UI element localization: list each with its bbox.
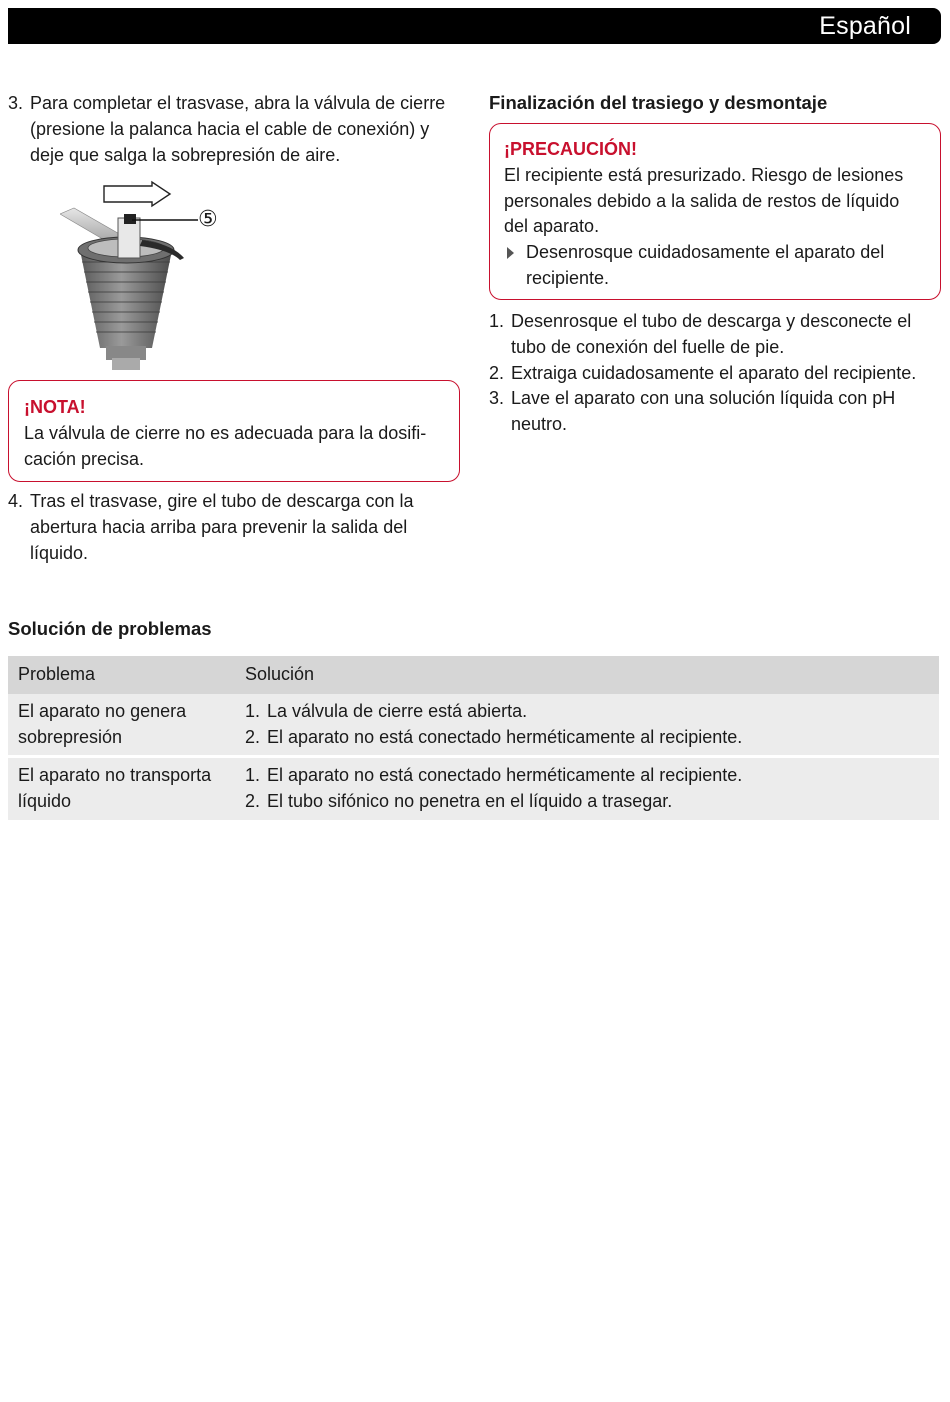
table-header-row — [8, 656, 939, 694]
precaucion-box — [489, 123, 941, 300]
problem-cell: El aparato no genera sobrepresión — [8, 694, 235, 757]
step-3: 3. Para completar el trasvase, abra la válvula de cierre (presione la palanca hacia el cable de conexión) y deje que salga la sobrepresión de aire. — [8, 93, 446, 165]
precaucion-title: ¡PRECAUCIÓN! — [504, 139, 637, 159]
solution-cell: 1. El aparato no está conectado herméticamente al recipiente. 2. El tubo sifónico no penetra en el líquido a trasegar. — [235, 757, 939, 820]
solution-cell: 1. La válvula de cierre está abierta. 2. El aparato no está conectado herméticamente al recipiente. — [235, 694, 939, 757]
column-header-solucion: Solución — [235, 656, 939, 694]
device-illustration — [60, 180, 230, 370]
right-step-1: 1. Desenrosque el tubo de descarga y desconecte el tubo de conexión del fuelle de pie. — [489, 311, 912, 357]
problem-cell: El aparato no transporta líquido — [8, 757, 235, 820]
troubleshooting-table — [8, 656, 939, 820]
precaucion-bullet: Desenrosque cuidadosamente el aparato del recipiente. — [504, 240, 940, 292]
language-label: Español — [819, 12, 911, 40]
callout-number: ⑤ — [198, 207, 218, 232]
nota-line-2: cación precisa. — [24, 448, 145, 469]
step-4: 4. Tras el trasvase, gire el tubo de descarga con la abertura hacia arriba para prevenir la salida del líquido. — [8, 491, 414, 563]
column-header-problema: Problema — [8, 656, 235, 694]
precaucion-line-3: del aparato. — [504, 216, 600, 237]
section-heading-finalizacion: Finalización del trasiego y desmontaje — [489, 92, 828, 113]
right-step-2: 2. Extraiga cuidadosamente el aparato del recipiente. — [489, 363, 917, 383]
section-heading-solucion: Solución de problemas — [8, 618, 212, 639]
precaucion-line-1: El recipiente está presurizado. Riesgo de lesiones — [504, 164, 904, 185]
precaucion-line-2: personales debido a la salida de restos de líquido — [504, 190, 900, 211]
right-step-3: 3. Lave el aparato con una solución líquida con pH neutro. — [489, 388, 896, 434]
nota-box — [8, 380, 460, 482]
nota-title: ¡NOTA! — [24, 397, 86, 417]
header-bar — [8, 8, 941, 44]
table-row — [8, 694, 939, 757]
triangle-bullet-icon — [507, 247, 514, 259]
nota-line-1: La válvula de cierre no es adecuada para la dosifi- — [24, 422, 427, 443]
table-row — [8, 757, 939, 820]
